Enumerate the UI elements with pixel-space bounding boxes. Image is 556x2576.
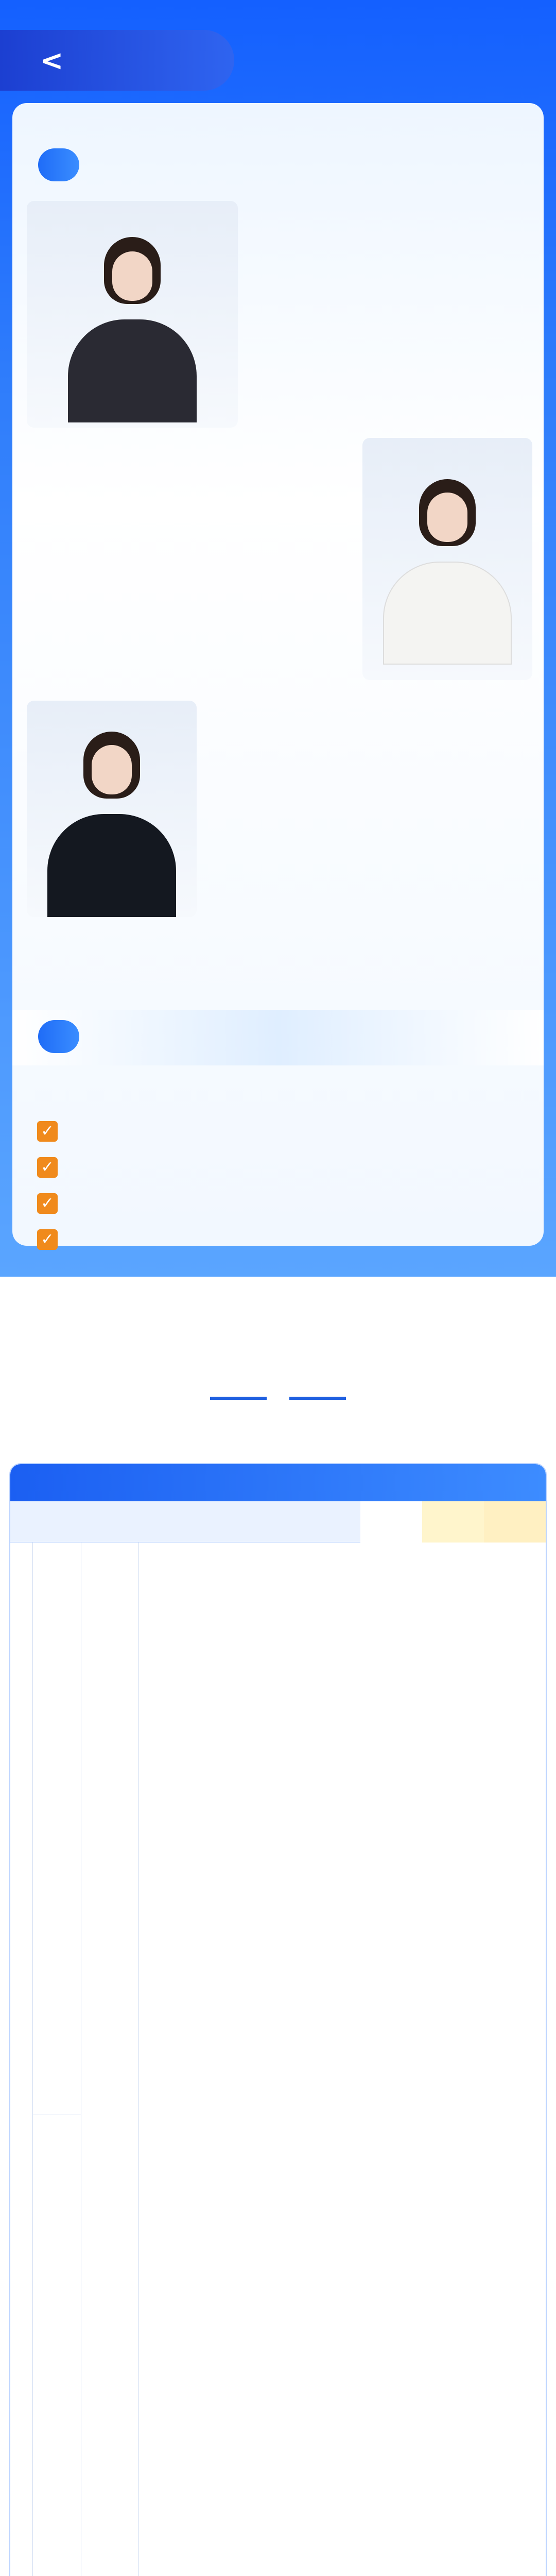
course-table-header [10, 1501, 546, 1543]
teacher-photo-1 [27, 201, 238, 428]
dingxiao-point [37, 1193, 71, 1214]
dingxiao-section-title [38, 1020, 79, 1053]
module-column [33, 1543, 81, 2576]
col-header [422, 1501, 484, 1543]
chevron-left-icon: < [40, 44, 64, 77]
stage-column [81, 1543, 139, 2576]
dingxiao-point [37, 1229, 71, 1250]
course-section [0, 1277, 556, 2576]
category-column [10, 1543, 33, 2576]
course-table-title [10, 1464, 546, 1501]
back-button[interactable] [0, 30, 234, 91]
col-header [10, 1501, 33, 1543]
module-cell [33, 1543, 81, 2114]
check-icon: ✓ [37, 1121, 58, 1142]
course-table-body [10, 1543, 546, 2576]
basic-section-title [38, 148, 79, 181]
col-header [484, 1501, 546, 1543]
dingxiao-point [37, 1157, 71, 1178]
dingxiao-point [37, 1121, 71, 1142]
category-cell [10, 1543, 33, 2576]
module-cell [33, 2114, 81, 2576]
col-header [33, 1501, 360, 1543]
course-table [9, 1463, 547, 2576]
teacher-photo-3 [27, 701, 197, 917]
teacher-panel [12, 103, 544, 1246]
teacher-photo-2 [362, 438, 532, 680]
course-section-title [0, 1372, 556, 1418]
check-icon: ✓ [37, 1229, 58, 1250]
check-icon: ✓ [37, 1157, 58, 1178]
col-header [360, 1501, 422, 1543]
dingxiao-ribbon [12, 1010, 544, 1065]
teacher-section [0, 0, 556, 1277]
check-icon: ✓ [37, 1193, 58, 1214]
